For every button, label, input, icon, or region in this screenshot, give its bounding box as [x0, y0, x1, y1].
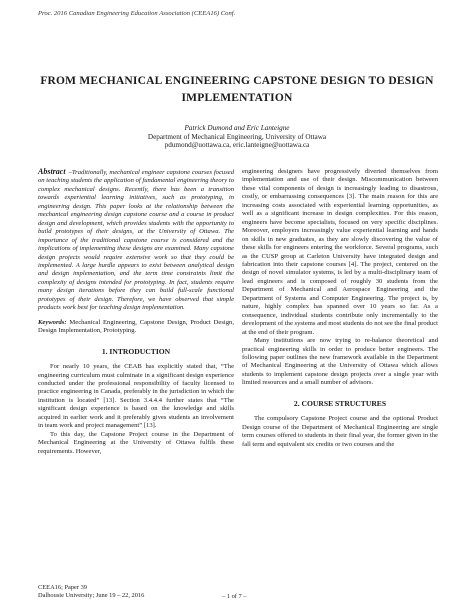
body-paragraph-1: engineering designers have progressively diverted themselves from implementation and use of their design. Miscommunication between these vital components of design is increasingly leading to disastrous, costly, or embarrassing consequences [3]. The main reason for this are increasing costs associated with experiential learning opportunities, as well as a significant increase in design complexities. For this reason, engineers have become specialists, focused on very specific disciplines. Moreover, employers increasingly value experiential learning and hands on skills in new graduates, as they are slowly discovering the value of these skills for engineers entering the workforce. Several programs, such as the CUSP group at Carleton University have integrated design and fabrication into their capstone courses [4]. The project, centered on the design of novel simulator systems, is led by a multi-disciplinary team of lead engineers and is composed of roughly 30 students from the Department of Mechanical and Aerospace Engineering and the Department of Systems and Computer Engineering. The project is, by nature, highly complex has spanned over 10 years so far. As a consequence, individual students contribute only incrementally to the development of the systems and most students do not see the final product at the end of their program. — [242, 168, 438, 336]
body-paragraph-2: Many institutions are now trying to re-balance theoretical and practical engineering skills in order to produce better engineers. The following paper outlines the new framework available in the Department of Mechanical Engineering at the University of Ottawa which allows students to implement capstone design projects over a single year with limited resources and a small number of advisors. — [242, 337, 438, 387]
left-column — [38, 168, 234, 456]
author-emails: pdumond@uottawa.ca, eric.lanteigne@uottawa.ca — [164, 141, 310, 150]
keywords — [38, 319, 234, 336]
title-line-2: IMPLEMENTATION — [181, 92, 293, 104]
section-heading-course-structures: 2. COURSE STRUCTURES — [293, 398, 387, 408]
intro-paragraph-1: For nearly 10 years, the CEAB has explicitly stated that, “The engineering curriculum must culminate in a significant design experience conducted under the professional responsibility of faculty licensed to practice engineering in Canada, preferably in the jurisdiction in which the institution is located” [13]. Section 3.4.4.4 further states that “The significant design experience is based on the knowledge and skills acquired in earlier work and it preferably gives students an involvement in team work and project management” [13]. — [38, 363, 234, 430]
running-header: Proc. 2016 Canadian Engineering Education Association (CEEA16) Conf. — [38, 10, 236, 17]
footer-info — [38, 584, 144, 601]
abstract — [38, 168, 234, 313]
right-column — [242, 168, 438, 449]
paper-title — [20, 73, 454, 107]
footer-paper-id: CEEA16; Paper 39 — [38, 584, 87, 591]
page-number: – 1 of 7 – — [222, 593, 247, 600]
title-line-1: FROM MECHANICAL ENGINEERING CAPSTONE DESIGN TO DESIGN — [40, 75, 434, 87]
body-paragraph-3: The compulsory Capstone Project course and the optional Product Design course of the Department of Mechanical Engineering are single term courses offered to students in their final year, the former given in the fall term and equivalent six credits or two courses and the — [242, 415, 438, 448]
abstract-text: –Traditionally, mechanical engineer capstone courses focused on teaching students the application of fundamental engineering theory to complex mechanical designs. Recently, there has been a transition towards experiential learning initiatives, such as prototyping, in engineering design. This paper looks at the relationship between the mechanical engineering design capstone course and a course in product design and development, which provides students with the opportunity to build prototypes of their designs, at the University of Ottawa. The importance of the traditional capstone course is considered and the implications of implementing these designs are examined. Many capstone design projects would require extensive work so that they could be implemented. A large hurdle appears to exist between analytical design and design implementation, and the term time constraints limit the complexity of designs intended for prototyping. In fact, students require many design iterations before they can build full-scale functional prototypes of their design. Therefore, we have observed that simple products work best for teaching design implementation. — [38, 169, 234, 312]
footer-venue: Dalhousie University; June 19 – 22, 2016 — [38, 592, 145, 600]
author-affiliation: Department of Mechanical Engineering, University of Ottawa — [147, 132, 327, 141]
author-names: Patrick Dumond and Eric Lanteigne — [184, 124, 290, 132]
keywords-label: Keywords: — [38, 318, 67, 326]
abstract-label: Abstract — [38, 167, 66, 176]
author-block — [20, 124, 454, 150]
keywords-text: Mechanical Engineering, Capstone Design, Product Design, Design Implementation, Prototyping. — [38, 318, 234, 335]
section-heading-introduction: 1. INTRODUCTION — [101, 346, 171, 356]
intro-paragraph-2: To this day, the Capstone Project course in the Department of Mechanical Engineering at the University of Ottawa fulfils these requirements. However, — [38, 430, 234, 455]
